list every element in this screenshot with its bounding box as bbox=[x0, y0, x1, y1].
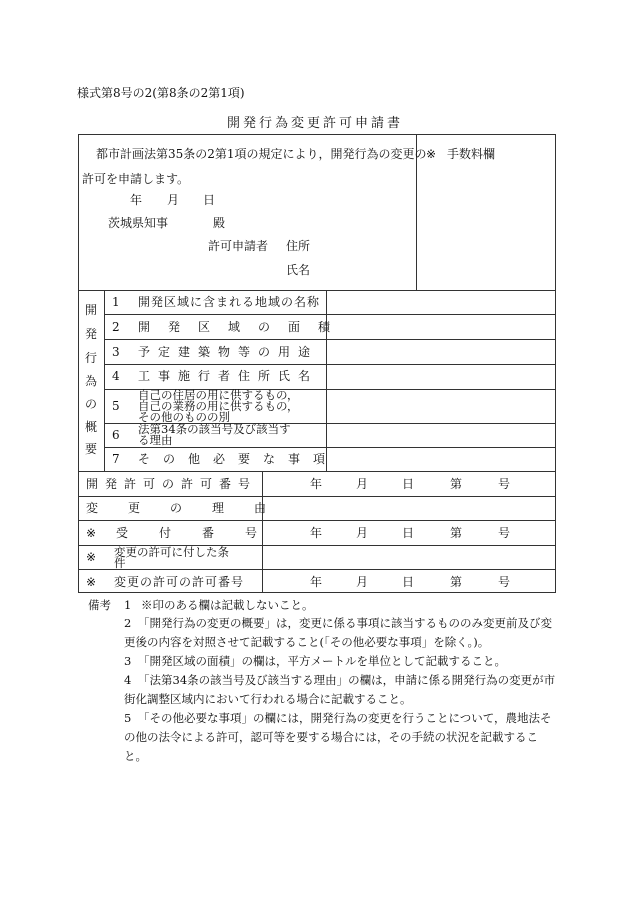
note-5-line1: 「その他必要な事項」の欄には，開発行為の変更を行うことについて，農地法そ bbox=[138, 711, 552, 725]
condition-label-line1: 変更の許可に付した条 bbox=[114, 545, 229, 559]
date-day: 日 bbox=[402, 477, 415, 491]
overview-side-1: 開 bbox=[84, 303, 97, 317]
note-4-line1: 「法第34条の該当号及び該当する理由」の欄は，申請に係る開発行為の変更が市 bbox=[138, 673, 556, 687]
overview-row-label-line1: 自己の住居の用に供するもの， bbox=[138, 388, 299, 402]
date-year: 年 bbox=[310, 575, 323, 589]
date-day: 日 bbox=[402, 575, 415, 589]
overview-side-2: 発 bbox=[84, 327, 97, 341]
date-month: 月 bbox=[356, 575, 369, 589]
receipt-mark: ※ bbox=[86, 526, 97, 540]
application-body-line1: 都市計画法第35条の2第1項の規定により，開発行為の変更の bbox=[96, 147, 427, 161]
date-dai: 第 bbox=[450, 526, 463, 540]
overview-row-label-line2: 自己の業務の用に供するもの， bbox=[138, 399, 299, 413]
note-num: 4 bbox=[124, 673, 132, 687]
overview-row-num: 5 bbox=[112, 399, 120, 413]
date-dai: 第 bbox=[450, 575, 463, 589]
overview-row-label-line1: 法第34条の該当号及び該当す bbox=[138, 422, 291, 436]
overview-row-num: 1 bbox=[112, 295, 120, 309]
overview-side-4: 為 bbox=[84, 374, 97, 388]
application-body-line2: 許可を申請します。 bbox=[82, 172, 190, 186]
note-5-line2: の他の法令による許可，認可等を要する場合には，その手続の状況を記載するこ bbox=[124, 730, 538, 744]
overview-row-num: 4 bbox=[112, 369, 120, 383]
date-year: 年 bbox=[310, 477, 323, 491]
date-go: 号 bbox=[498, 575, 511, 589]
change-reason-label: 変更の理由 bbox=[86, 501, 297, 515]
overview-row-label: その他必要な事項 bbox=[138, 452, 339, 466]
date-dai: 第 bbox=[450, 477, 463, 491]
overview-row-label: 予定建築物等の用途 bbox=[138, 345, 319, 359]
note-1: ※印のある欄は記載しないこと。 bbox=[141, 598, 314, 612]
overview-side-6: 概 bbox=[84, 420, 97, 434]
notes-heading: 備考 bbox=[88, 598, 111, 612]
overview-row-label: 開発区域に含まれる地域の名称 bbox=[138, 295, 321, 309]
address-label: 住所 bbox=[286, 239, 311, 253]
overview-side-7: 要 bbox=[84, 442, 97, 456]
note-2-line2: 更後の内容を対照させて記載すること(「その他必要な事項」を除く。)。 bbox=[124, 635, 490, 649]
note-num: 1 bbox=[124, 598, 132, 612]
receipt-number-label: 受付番号 bbox=[116, 526, 289, 540]
fee-mark: ※ bbox=[426, 147, 437, 161]
change-permit-number-label: 変更の許可の許可番号 bbox=[114, 575, 245, 589]
page-title: 開発行為変更許可申請書 bbox=[226, 116, 403, 131]
name-label: 氏名 bbox=[286, 263, 311, 277]
note-num: 3 bbox=[124, 654, 132, 668]
condition-mark: ※ bbox=[86, 550, 97, 564]
overview-row-num: 6 bbox=[112, 428, 120, 442]
date-go: 号 bbox=[498, 526, 511, 540]
overview-row-num: 2 bbox=[112, 320, 120, 334]
overview-row-label-line3: その他のものの別 bbox=[138, 410, 230, 424]
overview-side-5: の bbox=[84, 397, 97, 411]
note-5-line3: と。 bbox=[124, 749, 147, 763]
fee-label: 手数料欄 bbox=[447, 147, 496, 161]
overview-row-label: 工事施行者住所氏名 bbox=[138, 369, 319, 383]
permit-number-label: 開発許可の許可番号 bbox=[86, 477, 258, 491]
overview-row-num: 7 bbox=[112, 452, 120, 466]
date-month: 月 bbox=[356, 477, 369, 491]
date-day: 日 bbox=[203, 193, 216, 207]
change-permit-mark: ※ bbox=[86, 575, 97, 589]
overview-row-label: 開発区域の面積 bbox=[138, 320, 349, 334]
addressee: 茨城県知事 bbox=[108, 216, 169, 230]
note-num: 2 bbox=[124, 616, 132, 630]
note-2-line1: 「開発行為の変更の概要」は，変更に係る事項に該当するもののみ変更前及び変 bbox=[138, 616, 552, 630]
date-go: 号 bbox=[498, 477, 511, 491]
overview-row-label-line2: る理由 bbox=[138, 433, 173, 447]
note-4-line2: 街化調整区域内において行われる場合に記載すること。 bbox=[124, 692, 412, 706]
form-id: 様式第8号の2(第8条の2第1項) bbox=[77, 86, 245, 100]
applicant-label: 許可申請者 bbox=[208, 239, 269, 253]
honorific: 殿 bbox=[213, 216, 226, 230]
note-3: 「開発区域の面積」の欄は，平方メートルを単位として記載すること。 bbox=[138, 654, 506, 668]
date-year: 年 bbox=[310, 526, 323, 540]
overview-side-3: 行 bbox=[84, 351, 97, 365]
date-month: 月 bbox=[356, 526, 369, 540]
date-year: 年 bbox=[130, 193, 143, 207]
overview-row-num: 3 bbox=[112, 345, 120, 359]
date-day: 日 bbox=[402, 526, 415, 540]
date-month: 月 bbox=[167, 193, 180, 207]
note-num: 5 bbox=[124, 711, 132, 725]
condition-label-line2: 件 bbox=[114, 556, 126, 570]
